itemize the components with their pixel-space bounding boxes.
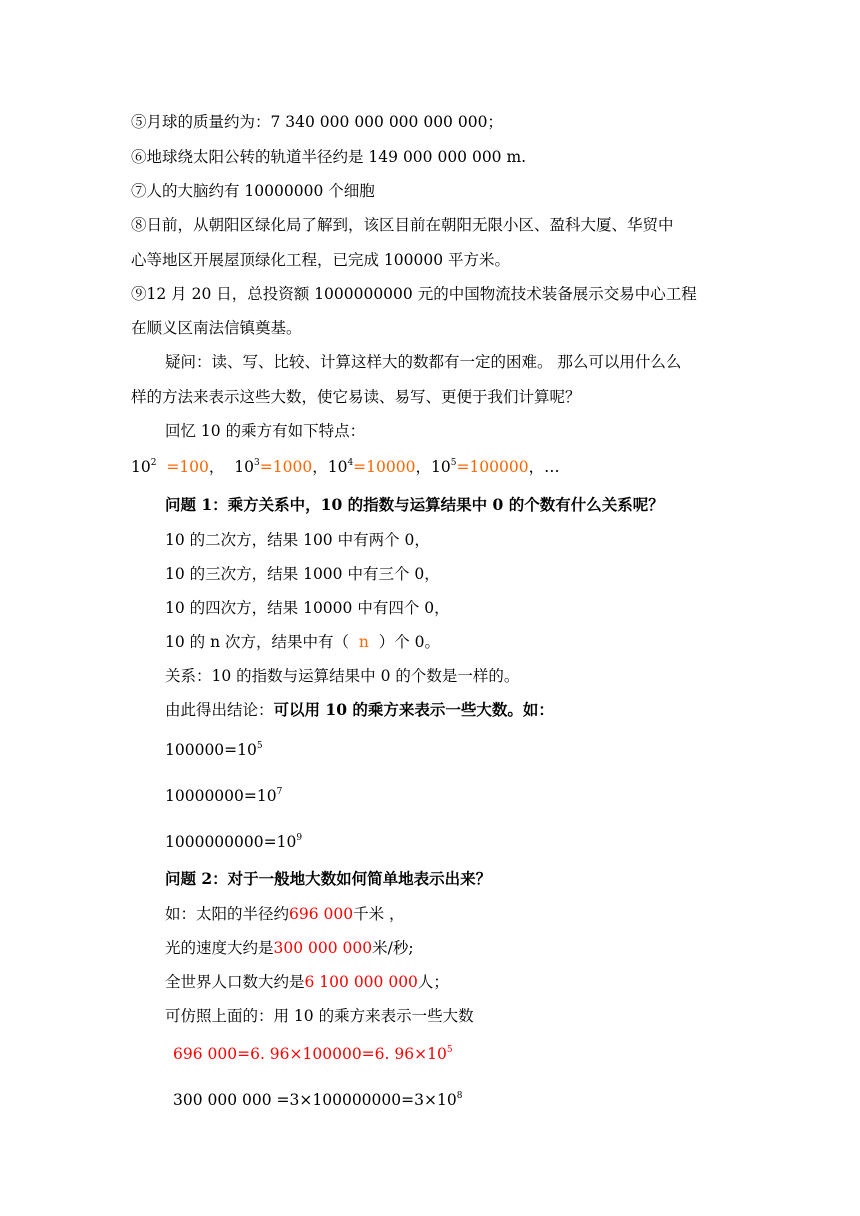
q2-example-sun [173, 1044, 453, 1064]
example-exponent: 5 [256, 741, 263, 751]
separator: ， [415, 458, 431, 476]
question-line1: 疑问：读、写、比较、计算这样大的数都有一定的困难。 那么可以用什么么 [165, 353, 682, 371]
conclusion-prefix: 由此得出结论： [165, 701, 274, 719]
q1-line-2: 10 的三次方，结果 1000 中有三个 0， [165, 565, 440, 583]
q2-sun-number: 696 000 [289, 905, 354, 923]
q2-pop-number: 6 100 000 000 [304, 973, 418, 991]
q2-population [165, 972, 449, 992]
item-5: ⑤月球的质量约为：7 340 000 000 000 000 000； [131, 113, 503, 131]
answer-n: n [358, 633, 369, 651]
q2-pop-prefix: 全世界人口数大约是 [165, 973, 305, 991]
q1-line-3: 10 的四次方，结果 10000 中有四个 0， [165, 599, 450, 617]
q1-line-4 [165, 632, 440, 652]
power-exponent: 4 [347, 458, 354, 468]
power-base: 10 [327, 458, 348, 476]
relation-line: 关系：10 的指数与运算结果中 0 的个数是一样的。 [165, 667, 520, 685]
q1-line-4-prefix: 10 的 n 次方，结果中有（ [165, 633, 349, 651]
ellipsis: ，… [528, 458, 560, 476]
q2-imitate-line: 可仿照上面的：用 10 的乘方来表示一些大数 [165, 1007, 474, 1025]
example-line [165, 786, 282, 806]
q1-line-4-suffix: ）个 0。 [378, 633, 440, 651]
conclusion-line [165, 700, 554, 720]
separator: ， [312, 458, 328, 476]
item-6: ⑥地球绕太阳公转的轨道半径约是 149 000 000 000 m. [131, 148, 527, 166]
q2-example-sun-expr: 696 000=6. 96×100000=6. 96×10 [173, 1045, 447, 1063]
power-value: =1000 [259, 458, 313, 476]
q2-light-speed [165, 938, 414, 958]
power-exponent: 3 [254, 458, 260, 468]
example-lhs: 10000000=10 [165, 787, 277, 805]
separator: ， [208, 458, 225, 476]
conclusion-bold: 可以用 10 的乘方来表示一些大数。如： [273, 700, 554, 719]
question-line2: 样的方法来表示这些大数，使它易读、易写、更便于我们计算呢？ [131, 388, 581, 406]
q2-sun-prefix: 如：太阳的半径约 [165, 905, 290, 923]
q2-example-light-exponent: 8 [456, 1091, 463, 1101]
example-lhs: 1000000000=10 [165, 833, 297, 851]
q2-example-light-expr: 300 000 000 =3×100000000=3×10 [173, 1091, 457, 1109]
recall-line: 回忆 10 的乘方有如下特点： [165, 422, 366, 440]
q1-line-1: 10 的二次方，结果 100 中有两个 0， [165, 531, 430, 549]
q2-light-suffix: 米/秒; [372, 939, 414, 957]
item-7: ⑦人的大脑约有 10000000 个细胞 [131, 182, 375, 200]
power-base: 10 [430, 458, 451, 476]
item-9-line2: 在顺义区南法信镇奠基。 [131, 319, 302, 337]
example-line [165, 740, 263, 760]
q2-sun-suffix: 千米 ， [353, 905, 405, 923]
q2-pop-suffix: 人； [417, 973, 449, 991]
power-value: =100 [166, 458, 209, 476]
example-line [165, 832, 302, 852]
item-9-line1: ⑨12 月 20 日，总投资额 1000000000 元的中国物流技术装备展示交易中心工程 [131, 285, 697, 303]
item-8-line1: ⑧日前，从朝阳区绿化局了解到，该区目前在朝阳无限小区、盈科大厦、华贸中 [131, 216, 674, 234]
power-value: =100000 [456, 458, 529, 476]
q2-light-number: 300 000 000 [273, 939, 373, 957]
q2-sun-radius [165, 904, 405, 924]
item-8-line2: 心等地区开展屋顶绿化工程，已完成 100000 平方米。 [131, 251, 511, 269]
question-1-title: 问题 1：乘方关系中，10 的指数与运算结果中 0 的个数有什么关系呢？ [165, 495, 664, 514]
example-lhs: 100000=10 [165, 741, 257, 759]
example-exponent: 7 [276, 787, 283, 797]
power-exponent: 2 [150, 458, 157, 468]
example-exponent: 9 [296, 833, 303, 843]
power-base: 10 [131, 458, 151, 476]
q2-light-prefix: 光的速度大约是 [165, 939, 274, 957]
power-value: =10000 [353, 458, 416, 476]
question-2-title: 问题 2：对于一般地大数如何简单地表示出来？ [165, 869, 492, 888]
q2-example-sun-exponent: 5 [446, 1045, 453, 1055]
q2-example-light [173, 1090, 462, 1110]
power-base: 10 [234, 458, 255, 476]
power-exponent: 5 [450, 458, 457, 468]
powers-line [131, 457, 560, 477]
